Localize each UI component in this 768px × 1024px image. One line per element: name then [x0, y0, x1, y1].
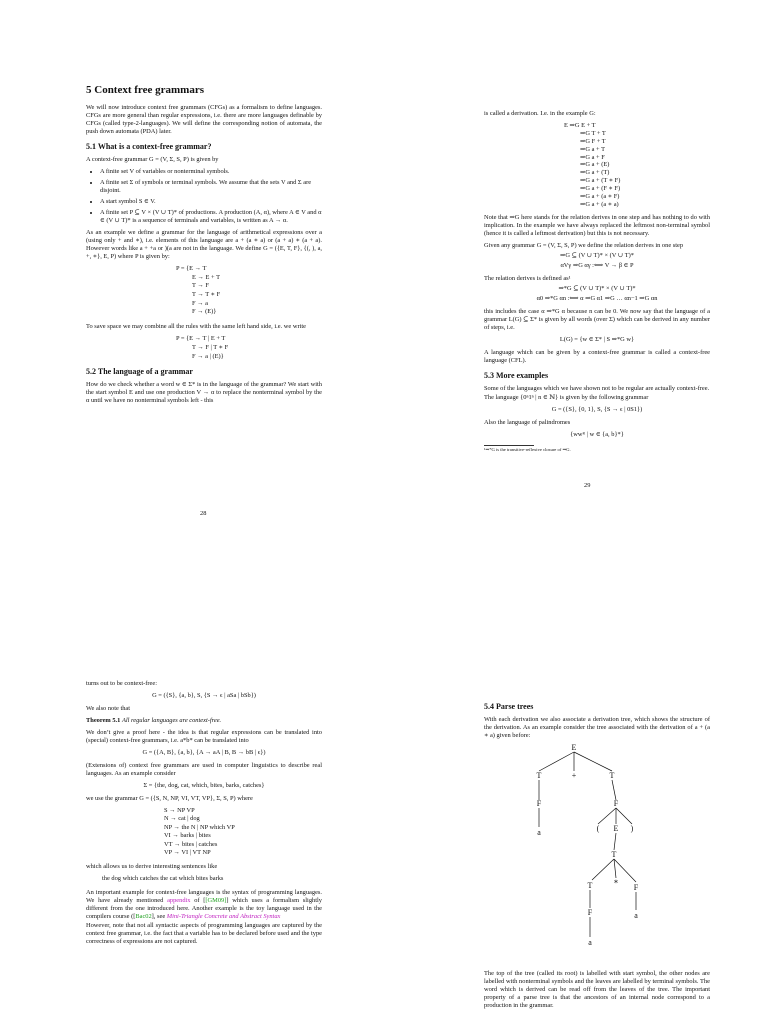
production-line: F → a: [192, 299, 208, 307]
productions-block: [176, 265, 322, 317]
page-31: [384, 512, 768, 1024]
derivation-line: ⇒G T + T: [580, 129, 606, 137]
parse-tree-explanation: The top of the tree (called its root) is labelled with start symbol, the other nodes are labelled with nonterminal symbols and the leaves are labelled by terminal symbols. The word which is derived can be read off from the leaves of the tree. The important property of a parse tree is that the ancestors of an internal node correspond to a production in the grammar.: [484, 970, 710, 1009]
page-29-column: [484, 110, 710, 453]
tree-node: E: [613, 824, 619, 833]
relation-equation: αVγ ⇒G αγ :⟺ V → β ∈ P: [560, 261, 634, 269]
page-31-column: [484, 702, 710, 744]
derivation-line: ⇒G F + T: [580, 137, 606, 145]
text-fragment: ], see: [151, 913, 166, 921]
production-line: T → T ∗ F: [192, 291, 221, 299]
cfl-paragraph: A language which can be given by a context-free grammar is called a context-free language (CFL).: [484, 348, 710, 364]
tree-node: T: [536, 771, 542, 780]
bullet-item: • A finite set P ⊆ V × (V ∪ T)* of productions. A production (A, α), where A ∈ V and α ∈ (V ∪ T)* is a sequence of terminals and variables, is written as A → α.: [100, 209, 322, 225]
derivation-block: [564, 122, 710, 209]
page-30-column: [86, 680, 322, 950]
tree-leaf: a: [634, 911, 638, 920]
proof-paragraph: We don’t give a proof here - the idea is that regular expressions can be translated into (special) context-free grammars, i.e. a*b* can be translated into: [86, 729, 322, 744]
language-definition: L(G) = {w ∈ Σ* | S ⇒*G w}: [559, 335, 635, 343]
grammar-rule: NP → the N | NP which VP: [164, 823, 235, 831]
theorem-label: Theorem 5.1: [86, 717, 121, 724]
text-fragment: which uses a formalism slightly different from the one introduced here. Another example is the toy language used in the compilers course ([: [86, 897, 322, 921]
subsection-title-5-2: 5.2 The language of a grammar: [86, 367, 193, 377]
palindrome-equation: {wwᴿ | w ∈ {a, b}*}: [570, 430, 624, 438]
tree-node: +: [571, 771, 577, 780]
production-line: T → F: [192, 282, 209, 290]
derivation-intro: is called a derivation. I.e. in the example G:: [484, 110, 596, 117]
tree-node: T: [609, 771, 615, 780]
bullet-item: • A start symbol S ∈ V.: [100, 198, 322, 206]
tree-leaf: ∗: [613, 877, 619, 886]
bullet-item: • A finite set V of variables or nonterminal symbols.: [100, 168, 322, 176]
grammar-equation: G = ({S}, {a, b}, S, {S → ϵ | aSa | bSb}): [152, 692, 256, 699]
tree-leaf: (: [596, 824, 600, 833]
page-28: [0, 0, 384, 517]
alphabet-equation: Σ = {the, dog, cat, which, bites, barks, catches}: [143, 782, 265, 789]
production-line: T → F | T ∗ F: [192, 343, 229, 351]
example-paragraph: As an example we define a grammar for the language of arithmetical expressions over a (using only + and ∗), i.e. elements of this language are a + (a ∗ a) or (a + a) ∗ (a + a). However words like a + +a or )(a are not in the language. We define G = ({E, T, F}, {(, ), a, +, ∗}, E, P) where P is given by:: [86, 229, 322, 260]
theorem-text: All regular languages are context-free.: [121, 717, 222, 724]
relation-equation: ⇒G ⊆ (V ∪ T)* × (V ∪ T)*: [560, 251, 634, 259]
grammar-rule: S → NP VP: [164, 807, 195, 814]
page-29: [384, 0, 768, 512]
given-paragraph: Given any grammar G = (V, Σ, S, P) we define the relation derives in one step: [484, 241, 684, 249]
text-fragment: [[GM09]]: [203, 897, 229, 905]
grammar-rule: N → cat | dog: [164, 815, 200, 823]
derivation-line: E ⇒G E + T: [564, 122, 596, 129]
tree-node: F: [633, 883, 639, 892]
intro-paragraph: We will now introduce context free grammars (CFGs) as a formalism to define languages. CFGs are more general than regular expressions, i.e. there are more languages definable by CFGs (called type-2-languages). We will define the corresponding notion of automata, the push down automata (PDA) later.: [86, 104, 322, 135]
subsection-title-5-4: 5.4 Parse trees: [484, 702, 534, 711]
theorem: [86, 717, 322, 725]
page-28-column: [86, 84, 322, 409]
appendix-link[interactable]: appendix: [167, 897, 191, 905]
note-paragraph: We also note that: [86, 705, 131, 712]
tree-node: F: [613, 799, 619, 808]
derivation-line: ⇒G a + F: [580, 153, 605, 161]
derivation-line: ⇒G a + T: [580, 145, 605, 153]
subsection-title-5-1: 5.1 What is a context-free grammar?: [86, 142, 212, 151]
text-fragment: of: [194, 897, 200, 905]
tree-node: F: [536, 799, 542, 808]
grammar-rule: VT → bites | catches: [164, 840, 218, 848]
footnote: ¹⇒*G is the transitive-reflexive closure of ⇒G.: [484, 446, 571, 452]
tree-node: T: [611, 850, 617, 859]
example-sentence: the dog which catches the cat which bites barks: [102, 875, 224, 883]
tree-node: E: [571, 743, 577, 752]
tree-node: T: [587, 881, 593, 890]
derivation-line: ⇒G a + (a ∗ F): [580, 193, 620, 201]
grammar-equation: G = ({A, B}, {a, b}, {A → aA | B, B → bB | ϵ}): [142, 749, 266, 756]
derivation-line: ⇒G a + (a ∗ a): [580, 200, 619, 208]
programming-languages-paragraph: [86, 889, 322, 921]
page-number: 29: [584, 482, 591, 489]
save-space-paragraph: To save space we may combine all the rules with the same left hand side, i.e. we write: [86, 323, 306, 331]
production-line: P = {E → T | E + T: [176, 335, 226, 343]
cfg-definition-intro: A context-free grammar G = (V, Σ, S, P) is given by: [86, 156, 219, 163]
parse-tree-diagram: [514, 740, 654, 962]
text-fragment: An important example for context-free languages is the syntax of programming languages. We have already mentioned: [86, 889, 322, 905]
combined-productions-block: [176, 335, 322, 361]
tree-leaf: a: [537, 828, 541, 837]
more-examples-paragraph: Some of the languages which we have shown not to be regular are actually context-free.: [484, 384, 710, 392]
case-paragraph: this includes the case α ⇒*G α because n can be 0. We now say that the language of a grammar L(G) ⊆ Σ* is given by all words (over Σ) which can be derived in any number of steps, i.e.: [484, 307, 710, 331]
citation-link-bac02[interactable]: Bac02: [135, 913, 152, 921]
citation-link-gm09[interactable]: [GM09]: [205, 897, 227, 905]
tree-leaf: a: [588, 938, 592, 947]
bullet-item: • A finite set Σ of symbols or terminal symbols. We assume that the sets V and Σ are disjoint.: [100, 179, 322, 195]
page-31-bottom-column: [484, 970, 710, 1014]
context-free-intro: turns out to be context-free:: [86, 680, 157, 687]
however-paragraph: However, note that not all syntactic aspects of programming languages are captured by the context free grammar, i.e. the fact that a variable has to be declared before used and the type correctness of expressions are not captured.: [86, 922, 322, 946]
derive-paragraph: which allows us to derive interesting sentences like: [86, 863, 218, 871]
grammar-equation: G = ({S}, {0, 1}, S, {S → ϵ | 0S1}): [551, 405, 643, 413]
subsection-title-5-3: 5.3 More examples: [484, 370, 549, 380]
production-line: F → (E)}: [192, 308, 217, 316]
derives-paragraph: The relation derives is defined as¹: [484, 274, 571, 282]
tree-node: F: [587, 908, 593, 917]
relation-equation: ⇒*G ⊆ (V ∪ T)* × (V ∪ T)*: [558, 284, 636, 292]
grammar-rule: VI → barks | bites: [164, 832, 211, 840]
production-line: E → E + T: [192, 273, 220, 281]
tree-leaf: ): [630, 824, 634, 833]
derivation-line: ⇒G a + (T ∗ F): [580, 177, 621, 185]
page-30: [0, 512, 384, 1024]
grammar-rule: VP → VI | VT NP: [164, 848, 211, 856]
note-paragraph: Note that ⇒G here stands for the relation derives in one step and has nothing to do with implication. In the example we have always replaced the leftmost non-terminal symbol (hence it is called a leftmost derivation) but this is not necessary.: [484, 213, 710, 237]
relation-equation: α0 ⇒*G αn :⟺ α ⇒G α1 ⇒G … αn−1 ⇒G αn: [536, 294, 658, 302]
extensions-paragraph: (Extensions of) context free grammars are used in computer linguistics to describe real languages. As an example consider: [86, 762, 322, 777]
grammar-rules-block: [164, 807, 322, 857]
parse-trees-intro: With each derivation we also associate a derivation tree, which shows the structure of the derivation. As an example consider the tree associated with the derivation of a + (a ∗ a) given before:: [484, 716, 710, 739]
production-line: F → a | (E)}: [192, 352, 224, 360]
page-number: 28: [200, 510, 207, 517]
palindrome-paragraph: Also the language of palindromes: [484, 418, 571, 426]
derivation-line: ⇒G a + (T): [580, 169, 610, 177]
production-line: P = {E → T: [176, 265, 207, 272]
language-0n1n-paragraph: The language {0ⁿ1ⁿ | n ∈ ℕ} is given by the following grammar: [484, 393, 649, 401]
definition-bullets: [86, 168, 322, 225]
grammar-paragraph: we use the grammar G = ({S, N, NP, VI, VT, VP}, Σ, S, P) where: [86, 795, 253, 802]
language-paragraph: How do we check whether a word w ∈ Σ* is in the language of the grammar? We start with the start symbol E and use one production V → α to replace the nonterminal symbol by the α until we have no nonterminal symbols left - this: [86, 381, 322, 405]
derivation-line: ⇒G a + (E): [580, 161, 610, 169]
mini-triangle-link[interactable]: Mini-Triangle Concrete and Abstract Syntax: [166, 913, 281, 921]
section-title: 5 Context free grammars: [86, 84, 205, 96]
derivation-line: ⇒G a + (F ∗ F): [580, 185, 621, 193]
